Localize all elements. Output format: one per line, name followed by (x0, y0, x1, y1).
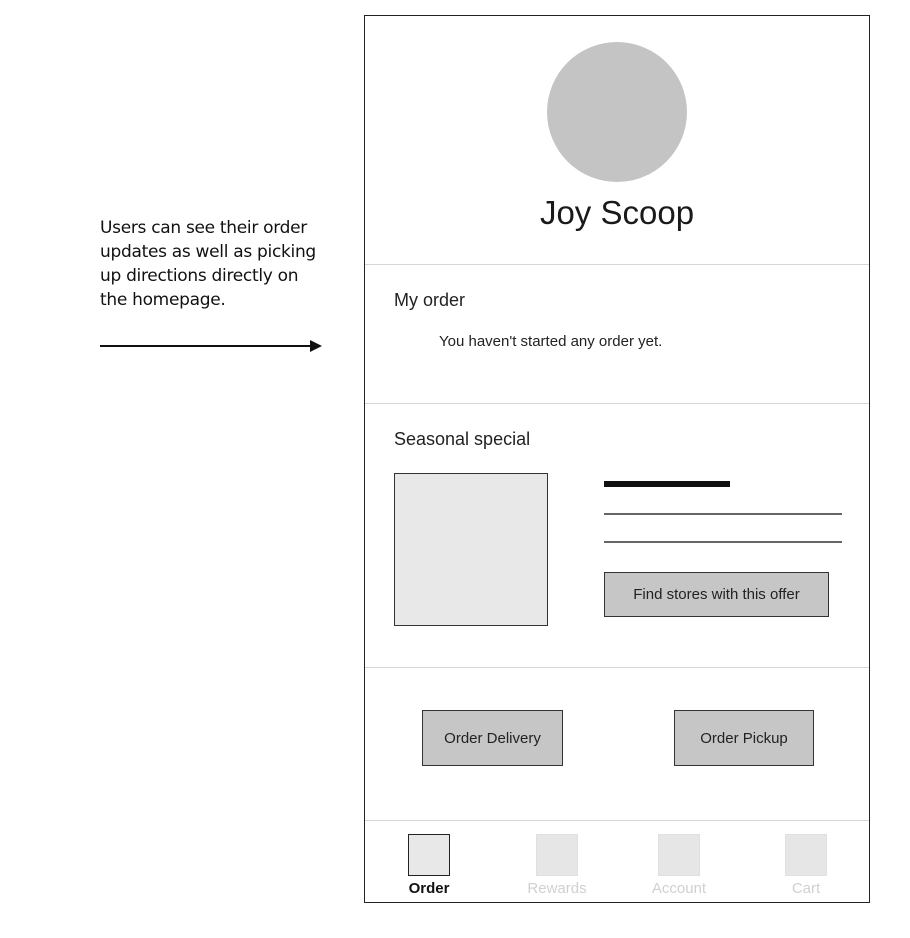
order-delivery-button[interactable]: Order Delivery (422, 710, 563, 766)
my-order-title: My order (394, 290, 466, 310)
divider (365, 667, 869, 668)
annotation-arrow-icon (100, 337, 324, 355)
nav-label: Order (408, 880, 450, 897)
nav-item-rewards[interactable] (517, 834, 597, 897)
order-icon (408, 834, 450, 876)
special-text-line-placeholder (604, 541, 842, 543)
find-stores-button[interactable]: Find stores with this offer (604, 572, 829, 617)
user-name: Joy Scoop (539, 194, 695, 231)
annotation-line: the homepage. (100, 290, 226, 310)
rewards-icon (536, 834, 578, 876)
annotation-line: updates as well as picking (100, 242, 316, 262)
order-empty-message: You haven't started any order yet. (439, 333, 663, 350)
divider (365, 403, 869, 404)
annotation-line: Users can see their order (100, 218, 307, 238)
seasonal-special-title: Seasonal special (394, 429, 531, 449)
cart-icon (785, 834, 827, 876)
nav-label: Cart (791, 880, 821, 897)
divider (365, 820, 869, 821)
avatar[interactable] (547, 42, 687, 182)
divider (365, 264, 869, 265)
nav-label: Account (651, 880, 707, 897)
special-image-placeholder[interactable] (394, 473, 548, 626)
account-icon (658, 834, 700, 876)
nav-label: Rewards (527, 880, 587, 897)
phone-frame (364, 15, 870, 903)
nav-item-cart[interactable] (766, 834, 846, 897)
special-heading-placeholder (604, 481, 730, 487)
nav-item-account[interactable] (639, 834, 719, 897)
order-pickup-button[interactable]: Order Pickup (674, 710, 814, 766)
annotation-line: up directions directly on (100, 266, 299, 286)
nav-item-order[interactable] (389, 834, 469, 897)
special-text-line-placeholder (604, 513, 842, 515)
annotation-note (100, 216, 332, 312)
